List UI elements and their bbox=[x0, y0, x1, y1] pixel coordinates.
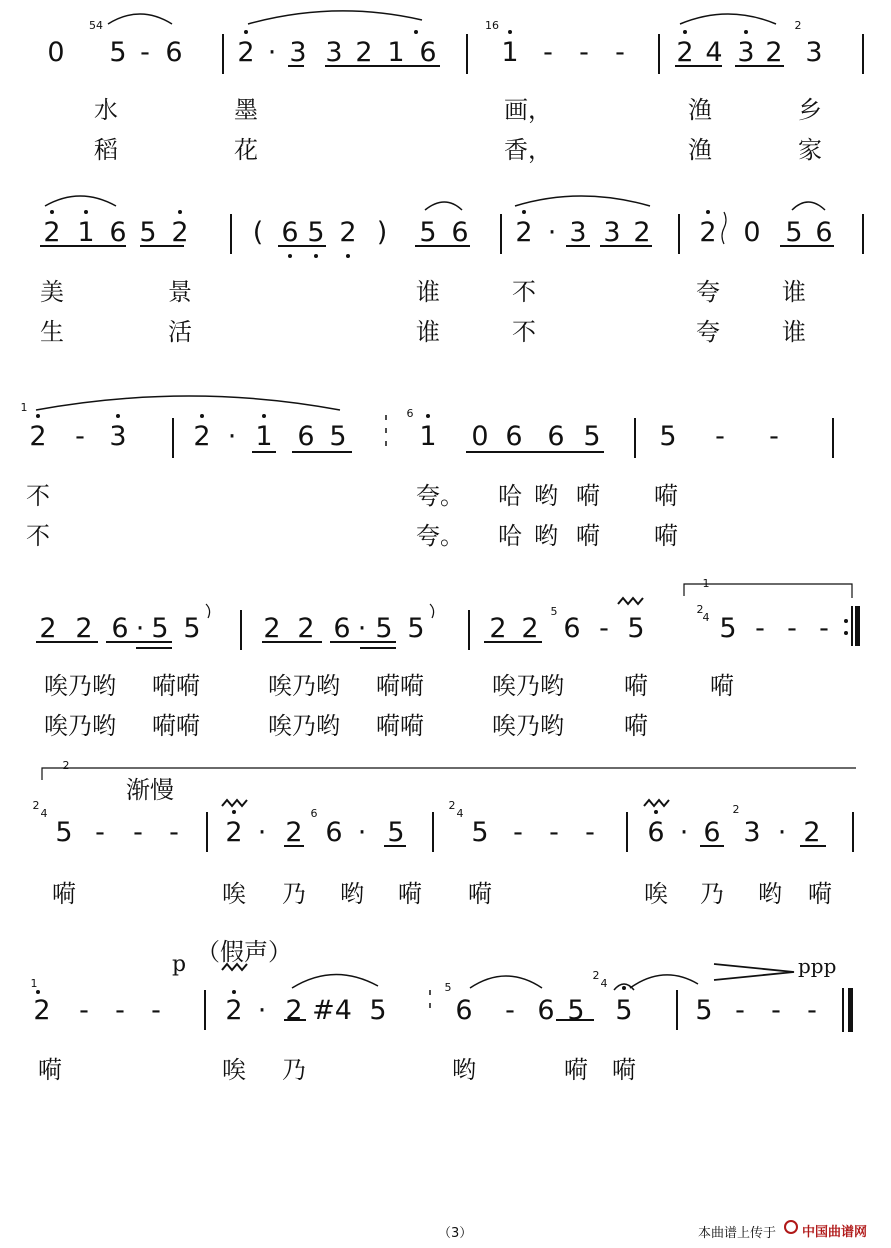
note: 5 bbox=[583, 421, 601, 452]
lyric: 不 bbox=[26, 522, 50, 550]
note: 6 bbox=[537, 995, 555, 1026]
note: 2 bbox=[633, 217, 651, 248]
note: - bbox=[140, 37, 150, 68]
note: - bbox=[615, 37, 625, 68]
note: · bbox=[227, 421, 237, 452]
note: 5 bbox=[627, 613, 645, 644]
note: 1 bbox=[255, 421, 273, 452]
note: 3 bbox=[743, 817, 761, 848]
note: 2 bbox=[75, 613, 93, 644]
note: 5 bbox=[567, 995, 585, 1026]
note: 3 bbox=[325, 37, 343, 68]
note: 3 bbox=[109, 421, 127, 452]
note: 2 bbox=[171, 217, 189, 248]
lyric: 不 bbox=[512, 318, 536, 346]
lyric: 唉乃哟 bbox=[268, 712, 340, 740]
note: - bbox=[769, 421, 779, 452]
note: 2 bbox=[225, 995, 243, 1026]
note: 5 bbox=[719, 613, 737, 644]
note: - bbox=[549, 817, 559, 848]
lyric: 嗬 bbox=[624, 672, 648, 700]
lyric: 水 bbox=[94, 96, 118, 124]
note: 5 bbox=[407, 613, 425, 644]
note: 6 bbox=[451, 217, 469, 248]
lyric: 嗬嗬 bbox=[152, 712, 200, 740]
note: 6 bbox=[455, 995, 473, 1026]
note: 5 bbox=[375, 613, 393, 644]
lyric: 嗬 bbox=[52, 880, 76, 908]
lyric: 夸。 bbox=[416, 522, 464, 550]
lyric: 嗬 bbox=[564, 1056, 588, 1084]
note: - bbox=[771, 995, 781, 1026]
note: 2 bbox=[765, 37, 783, 68]
lyric: 嗬 bbox=[38, 1056, 62, 1084]
lyric: 嗬 bbox=[576, 482, 600, 510]
lyric: 嗬 bbox=[612, 1056, 636, 1084]
note: 6 bbox=[547, 421, 565, 452]
lyric: 哟 bbox=[534, 522, 558, 550]
note: - bbox=[755, 613, 765, 644]
note: 2 bbox=[285, 817, 303, 848]
lyric: 唉 bbox=[222, 1056, 246, 1084]
lyric: 哟 bbox=[452, 1056, 476, 1084]
time-signature-top: 2 bbox=[696, 603, 704, 616]
lyric: 夸 bbox=[696, 278, 720, 306]
note: 6 bbox=[325, 817, 343, 848]
note: - bbox=[151, 995, 161, 1026]
note: 5 bbox=[139, 217, 157, 248]
note: · bbox=[357, 817, 367, 848]
lyric: 乡 bbox=[798, 96, 822, 124]
note: 6 bbox=[703, 817, 721, 848]
lyric: 哟 bbox=[340, 880, 364, 908]
dynamic-p: p bbox=[172, 952, 187, 977]
lyric: 嗬嗬 bbox=[376, 672, 424, 700]
note: - bbox=[585, 817, 595, 848]
grace-note: 1 bbox=[20, 401, 28, 414]
time-signature-top: 2 bbox=[592, 969, 600, 982]
note: - bbox=[79, 995, 89, 1026]
note: 2 bbox=[676, 37, 694, 68]
note: 2 bbox=[699, 217, 717, 248]
lyric: 嗬 bbox=[398, 880, 422, 908]
lyric: 乃 bbox=[282, 880, 306, 908]
note: 2 bbox=[297, 613, 315, 644]
note: 2 bbox=[515, 217, 533, 248]
lyric: 唉 bbox=[222, 880, 246, 908]
lyric: 谁 bbox=[416, 278, 440, 306]
lyric: 渔 bbox=[688, 136, 712, 164]
lyric: 生 bbox=[40, 318, 64, 346]
note: - bbox=[169, 817, 179, 848]
note: - bbox=[75, 421, 85, 452]
note: 0 bbox=[471, 421, 489, 452]
lyric: 唉乃哟 bbox=[44, 672, 116, 700]
note: 4 bbox=[705, 37, 723, 68]
note: 5 bbox=[55, 817, 73, 848]
note: · bbox=[777, 817, 787, 848]
note: 5 bbox=[307, 217, 325, 248]
lyric: 嗬 bbox=[710, 672, 734, 700]
grace-note: 54 bbox=[89, 19, 103, 32]
note: · bbox=[257, 817, 267, 848]
note: 5 bbox=[369, 995, 387, 1026]
note: 6 bbox=[505, 421, 523, 452]
note: 1 bbox=[77, 217, 95, 248]
tempo-marking: 渐慢 bbox=[126, 776, 174, 804]
time-signature-top: 2 bbox=[32, 799, 40, 812]
note: 6 bbox=[281, 217, 299, 248]
note: 2 bbox=[43, 217, 61, 248]
note: - bbox=[95, 817, 105, 848]
note: 3 bbox=[737, 37, 755, 68]
lyric: 哈 bbox=[498, 522, 522, 550]
lyric: 渔 bbox=[688, 96, 712, 124]
grace-note: 2 bbox=[794, 19, 802, 32]
note: - bbox=[543, 37, 553, 68]
note: 5 bbox=[695, 995, 713, 1026]
note: - bbox=[133, 817, 143, 848]
lyric: 哈 bbox=[498, 482, 522, 510]
note: 2 bbox=[489, 613, 507, 644]
site-name[interactable]: 中国曲谱网 bbox=[802, 1225, 868, 1240]
lyric: 嗬 bbox=[808, 880, 832, 908]
lyric: 哟 bbox=[534, 482, 558, 510]
note: - bbox=[807, 995, 817, 1026]
lyric: 花 bbox=[234, 136, 258, 164]
lyric: 嗬 bbox=[576, 522, 600, 550]
note: - bbox=[505, 995, 515, 1026]
note: · bbox=[257, 995, 267, 1026]
page-number: （3） bbox=[438, 1226, 473, 1241]
lyric: 画， bbox=[504, 96, 552, 124]
note: 5 bbox=[387, 817, 405, 848]
lyric: 美 bbox=[40, 278, 64, 306]
note: 2 bbox=[237, 37, 255, 68]
note: 1 bbox=[501, 37, 519, 68]
falsetto-marking: （假声） bbox=[196, 938, 292, 966]
lyric: 乃 bbox=[700, 880, 724, 908]
final-barline bbox=[848, 988, 853, 1032]
lyric: 墨 bbox=[234, 96, 258, 124]
note: 5 bbox=[109, 37, 127, 68]
lyric: 嗬嗬 bbox=[152, 672, 200, 700]
lyric: 嗬 bbox=[654, 522, 678, 550]
note: 6 bbox=[109, 217, 127, 248]
note: 2 bbox=[29, 421, 47, 452]
note: ( bbox=[252, 217, 264, 248]
note: · bbox=[357, 613, 367, 644]
lyric: 唉乃哟 bbox=[492, 712, 564, 740]
note: 5 bbox=[659, 421, 677, 452]
note: 5 bbox=[785, 217, 803, 248]
note: 5 bbox=[151, 613, 169, 644]
lyric: 唉乃哟 bbox=[268, 672, 340, 700]
lyric: 谁 bbox=[416, 318, 440, 346]
note: · bbox=[135, 613, 145, 644]
note: 0 bbox=[743, 217, 761, 248]
note: 6 bbox=[647, 817, 665, 848]
lyric: 景 bbox=[168, 278, 192, 306]
grace-note: 5 bbox=[444, 981, 452, 994]
note: 2 bbox=[339, 217, 357, 248]
note: 6 bbox=[297, 421, 315, 452]
note: 5 bbox=[183, 613, 201, 644]
note: 3 bbox=[289, 37, 307, 68]
note: 2 bbox=[355, 37, 373, 68]
note: - bbox=[787, 613, 797, 644]
lyric: 香， bbox=[504, 136, 552, 164]
time-signature-bottom: 4 bbox=[40, 807, 48, 820]
note: · bbox=[267, 37, 277, 68]
grace-note: 6 bbox=[406, 407, 414, 420]
lyric: 活 bbox=[168, 318, 192, 346]
note: 5 bbox=[615, 995, 633, 1026]
lyric: 哟 bbox=[758, 880, 782, 908]
note: 1 bbox=[387, 37, 405, 68]
note: #4 bbox=[312, 995, 352, 1026]
note: 2 bbox=[33, 995, 51, 1026]
note: · bbox=[547, 217, 557, 248]
lyric: 嗬 bbox=[468, 880, 492, 908]
note: 0 bbox=[47, 37, 65, 68]
lyric: 唉 bbox=[644, 880, 668, 908]
note: 2 bbox=[521, 613, 539, 644]
note: 3 bbox=[569, 217, 587, 248]
grace-note: 5 bbox=[550, 605, 558, 618]
note: 6 bbox=[333, 613, 351, 644]
note: · bbox=[679, 817, 689, 848]
note: 5 bbox=[329, 421, 347, 452]
site-logo-icon bbox=[784, 1220, 798, 1234]
lyric: 嗬嗬 bbox=[376, 712, 424, 740]
note: - bbox=[599, 613, 609, 644]
note: 2 bbox=[39, 613, 57, 644]
grace-note: 1 bbox=[30, 977, 38, 990]
lyric: 嗬 bbox=[624, 712, 648, 740]
note: 6 bbox=[563, 613, 581, 644]
upload-note: 本曲谱上传于 bbox=[698, 1226, 777, 1241]
note: 3 bbox=[603, 217, 621, 248]
note: 2 bbox=[803, 817, 821, 848]
note: - bbox=[735, 995, 745, 1026]
time-signature-bottom: 4 bbox=[456, 807, 464, 820]
note: - bbox=[715, 421, 725, 452]
barline bbox=[676, 990, 678, 1030]
grace-note: 6 bbox=[310, 807, 318, 820]
note: ) bbox=[376, 217, 388, 248]
lyric: 唉乃哟 bbox=[44, 712, 116, 740]
time-signature-bottom: 4 bbox=[702, 611, 710, 624]
lyric: 家 bbox=[798, 136, 822, 164]
note: 2 bbox=[263, 613, 281, 644]
lyric: 不 bbox=[512, 278, 536, 306]
lyric: 谁 bbox=[782, 278, 806, 306]
grace-note: 16 bbox=[485, 19, 499, 32]
lyric: 夸 bbox=[696, 318, 720, 346]
volta-number: 1 bbox=[702, 577, 710, 590]
note: 6 bbox=[419, 37, 437, 68]
lyric: 乃 bbox=[282, 1056, 306, 1084]
note: - bbox=[115, 995, 125, 1026]
note: 5 bbox=[419, 217, 437, 248]
lyric: 不 bbox=[26, 482, 50, 510]
note: 2 bbox=[225, 817, 243, 848]
lyric: 稻 bbox=[94, 136, 118, 164]
note: - bbox=[579, 37, 589, 68]
note: 6 bbox=[165, 37, 183, 68]
note: 2 bbox=[193, 421, 211, 452]
note: 6 bbox=[815, 217, 833, 248]
barline bbox=[204, 990, 206, 1030]
note: - bbox=[513, 817, 523, 848]
lyric: 唉乃哟 bbox=[492, 672, 564, 700]
lyric: 嗬 bbox=[654, 482, 678, 510]
note: 1 bbox=[419, 421, 437, 452]
barline bbox=[842, 988, 844, 1032]
grace-note: 2 bbox=[732, 803, 740, 816]
note: 6 bbox=[111, 613, 129, 644]
volta-number: 2 bbox=[62, 759, 70, 772]
lyric: 夸。 bbox=[416, 482, 464, 510]
note: 3 bbox=[805, 37, 823, 68]
time-signature-top: 2 bbox=[448, 799, 456, 812]
note: 5 bbox=[471, 817, 489, 848]
note: 2 bbox=[285, 995, 303, 1026]
time-signature-bottom: 4 bbox=[600, 977, 608, 990]
note: - bbox=[819, 613, 829, 644]
lyric: 谁 bbox=[782, 318, 806, 346]
dynamic-ppp: ppp bbox=[798, 954, 837, 978]
